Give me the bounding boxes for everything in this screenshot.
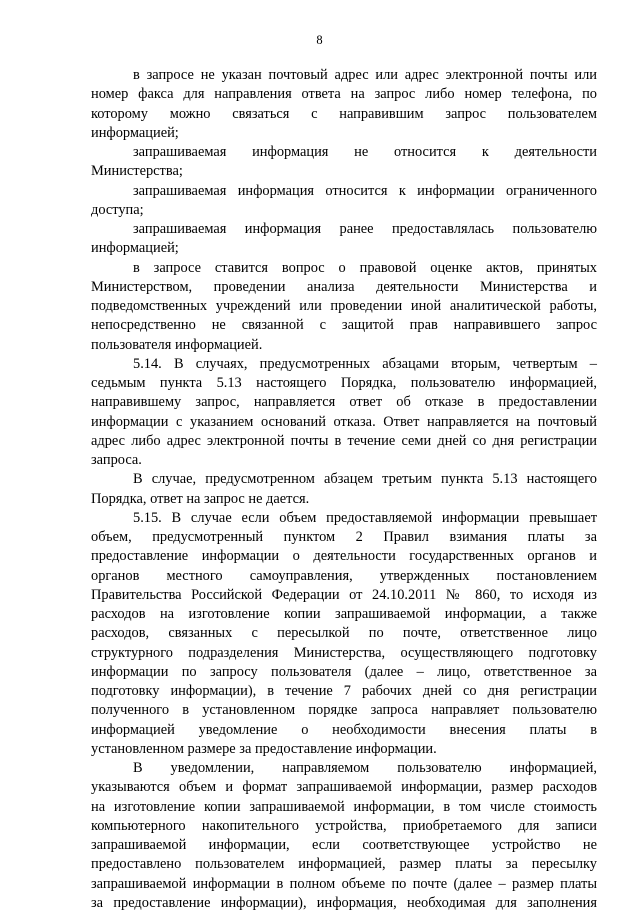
text-line: на изготовление копии запрашиваемой информации, в том числе стоимость	[91, 798, 597, 815]
text-line: подведомственных учреждений или проведении иной аналитической работы,	[91, 298, 597, 314]
text-line: направившему запрос, направляется ответ об отказе в предоставлении	[91, 394, 597, 411]
text-line: полученного в установленном порядке запроса направляет пользователю	[91, 702, 597, 719]
text-line: информации с указанием оснований отказа. Ответ направляется на почтовый	[91, 413, 597, 430]
text-line: указываются объем и формат запрашиваемой информации, размер расходов	[91, 779, 597, 796]
text-line: запрашиваемая информация ранее предоставлялась пользователю	[133, 221, 597, 237]
text-line: доступа;	[91, 201, 144, 218]
text-line: запроса.	[91, 452, 142, 468]
text-line: предоставлено пользователем информацией, размер платы за пересылку	[91, 856, 597, 873]
text-line: за предоставление информации), информация, необходимая для заполнения	[91, 894, 597, 911]
page-number: 8	[316, 33, 323, 47]
text-line: в запросе не указан почтовый адрес или адрес электронной почты или	[133, 67, 597, 83]
text-line: информацией;	[91, 124, 179, 141]
text-line: информацией уведомление о необходимости внесения платы в	[91, 721, 597, 738]
text-line: объем, предусмотренный пунктом 2 Правил взимания платы за	[91, 529, 597, 545]
text-line: в запросе ставится вопрос о правовой оценке актов, принятых	[133, 259, 597, 276]
text-line: расходов на изготовление копии запрашиваемой информации, а также	[91, 606, 597, 622]
text-line: подготовку информации), в течение 7 рабочих дней со дня регистрации	[91, 683, 597, 699]
text-line: запрашиваемая информация не относится к деятельности	[133, 144, 597, 160]
text-line: запрашиваемой информации в полном объеме по почте (далее – размер платы	[91, 875, 597, 892]
text-line: компьютерного накопительного устройства, приобретаемого для записи	[91, 817, 597, 834]
text-line: информацией;	[91, 240, 179, 257]
text-line: адрес либо адрес электронной почты в течение семи дней со дня регистрации	[91, 432, 597, 449]
text-line: установленном размере за предоставление информации.	[91, 740, 437, 757]
text-line: органов местного самоуправления, утвержденных постановлением	[91, 567, 597, 584]
text-line: В уведомлении, направляемом пользователю информацией,	[133, 760, 597, 776]
text-line: Правительства Российской Федерации от 24.10.2011 № 860, то исходя из	[91, 586, 597, 603]
text-line: пользователя информацией.	[91, 336, 263, 353]
text-line: запрашиваемая информация относится к информации ограниченного	[133, 182, 597, 199]
text-line: Порядка, ответ на запрос не дается.	[91, 490, 310, 507]
text-line: В случае, предусмотренном абзацем третьим пункта 5.13 настоящего	[133, 471, 597, 488]
text-line: Министерства;	[91, 163, 183, 180]
text-line: номер факса для направления ответа на запрос либо номер телефона, по	[91, 86, 597, 103]
text-line: 5.15. В случае если объем предоставляемой информации превышает	[133, 509, 597, 526]
text-line: Министерством, проведении анализа деятельности Министерства и	[91, 278, 597, 295]
text-line: седьмым пункта 5.13 настоящего Порядка, пользователю информацией,	[91, 375, 597, 391]
text-line: предоставление информации о деятельности государственных органов и	[91, 548, 597, 565]
text-line: 5.14. В случаях, предусмотренных абзацами вторым, четвертым –	[133, 355, 597, 372]
text-line: структурного подразделения Министерства, осуществляющего подготовку	[91, 644, 597, 661]
text-line: информации по запросу пользователя (далее – лицо, ответственное за	[91, 663, 597, 680]
text-line: которому можно связаться с направившим запрос пользователем	[91, 105, 597, 122]
text-line: запрашиваемой информации, если соответствующее устройство не	[91, 837, 597, 853]
text-line: непосредственно не связанной с защитой прав направившего запрос	[91, 317, 597, 334]
text-line: расходов, связанных с пересылкой по почте, ответственное лицо	[91, 625, 597, 642]
